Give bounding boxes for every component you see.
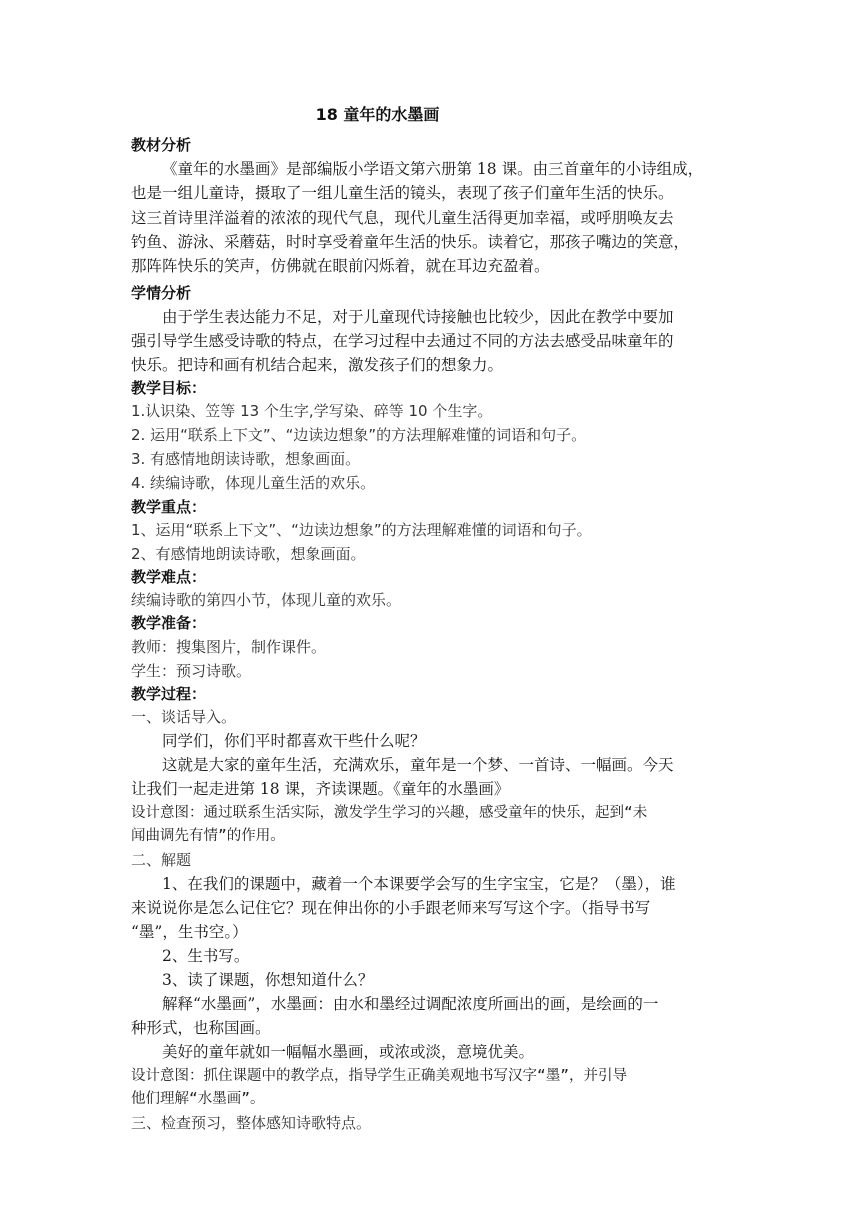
step-title: 三、检查预习，整体感知诗歌特点。 — [131, 1114, 372, 1132]
preparation-heading: 教学准备： — [131, 614, 207, 632]
step-title: 一、谈话导入。 — [131, 708, 237, 726]
preparation-item: 学生：预习诗歌。 — [131, 662, 252, 680]
textbook-analysis-line: 钓鱼、游泳、采蘑菇，时时享受着童年生活的快乐。读着它，那孩子嘴边的笑意， — [131, 233, 690, 251]
design-intent-note: 闻曲调先有情”的作用。 — [131, 828, 285, 844]
step-paragraph: 解释“水墨画”，水墨画：由水和墨经过调配浓度所画出的画，是绘画的一 — [162, 995, 659, 1013]
step-paragraph: 同学们，你们平时都喜欢干些什么呢？ — [162, 732, 426, 750]
document-title: 18 童年的水墨画 — [315, 105, 440, 124]
textbook-analysis-line: 《童年的水墨画》是部编版小学语文第六册第 18 课。由三首童年的小诗组成， — [162, 160, 704, 178]
step-paragraph: 2、生书写。 — [162, 947, 250, 965]
design-intent-note: 设计意图：通过联系生活实际，激发学生学习的兴趣，感受童年的快乐，起到“未 — [131, 805, 648, 821]
step-paragraph: 种形式，也称国画。 — [131, 1019, 271, 1037]
design-intent-note: 他们理解“水墨画”。 — [131, 1091, 265, 1107]
difficulties-heading: 教学难点： — [131, 568, 207, 586]
design-intent-note: 设计意图：抓住课题中的教学点，指导学生正确美观地书写汉字“墨”，并引导 — [131, 1068, 627, 1084]
goal-item: 1.认识染、笠等 13 个生字,学写染、碎等 10 个生字。 — [131, 402, 493, 420]
step-paragraph: 让我们一起走进第 18 课，齐读课题。《童年的水墨画》 — [131, 780, 510, 798]
step-paragraph: 来说说你是怎么记住它？现在伸出你的小手跟老师来写写这个字。（指导书写 — [131, 899, 651, 917]
key-point-item: 2、有感情地朗读诗歌，想象画面。 — [131, 545, 366, 563]
step-paragraph: 1、在我们的课题中，藏着一个本课要学会写的生字宝宝，它是？（墨），谁 — [162, 875, 676, 893]
student-analysis-line: 由于学生表达能力不足，对于儿童现代诗接触也比较少，因此在教学中要加 — [162, 308, 674, 326]
key-points-heading: 教学重点： — [131, 498, 207, 516]
key-point-item: 1、运用“联系上下文”、“边读边想象”的方法理解难懂的词语和句子。 — [131, 521, 592, 539]
goals-heading: 教学目标： — [131, 379, 207, 397]
student-analysis-heading: 学情分析 — [131, 284, 192, 302]
student-analysis-line: 强引导学生感受诗歌的特点，在学习过程中去通过不同的方法去感受品味童年的 — [131, 332, 674, 350]
textbook-analysis-line: 那阵阵快乐的笑声，仿佛就在眼前闪烁着，就在耳边充盈着。 — [131, 257, 550, 275]
step-title: 二、解题 — [131, 851, 192, 869]
step-paragraph: 3、读了课题，你想知道什么？ — [162, 971, 374, 989]
textbook-analysis-heading: 教材分析 — [131, 136, 192, 154]
goal-item: 2. 运用“联系上下文”、“边读边想象”的方法理解难懂的词语和句子。 — [131, 426, 587, 444]
step-paragraph: 美好的童年就如一幅幅水墨画，或浓或淡，意境优美。 — [162, 1043, 535, 1061]
step-paragraph: 这就是大家的童年生活，充满欢乐，童年是一个梦、一首诗、一幅画。今天 — [162, 756, 674, 774]
student-analysis-line: 快乐。把诗和画有机结合起来，激发孩子们的想象力。 — [131, 356, 504, 374]
goal-item: 3. 有感情地朗读诗歌，想象画面。 — [131, 450, 361, 468]
step-paragraph: “墨”，生书空。） — [131, 923, 248, 941]
process-heading: 教学过程： — [131, 685, 207, 703]
difficulty-item: 续编诗歌的第四小节，体现儿童的欢乐。 — [131, 591, 402, 609]
goal-item: 4. 续编诗歌，体现儿童生活的欢乐。 — [131, 474, 376, 492]
textbook-analysis-line: 这三首诗里洋溢着的浓浓的现代气息，现代儿童生活得更加幸福，或呼朋唤友去 — [131, 209, 674, 227]
preparation-item: 教师：搜集图片，制作课件。 — [131, 638, 327, 656]
textbook-analysis-line: 也是一组儿童诗，摄取了一组儿童生活的镜头，表现了孩子们童年生活的快乐。 — [131, 184, 674, 202]
